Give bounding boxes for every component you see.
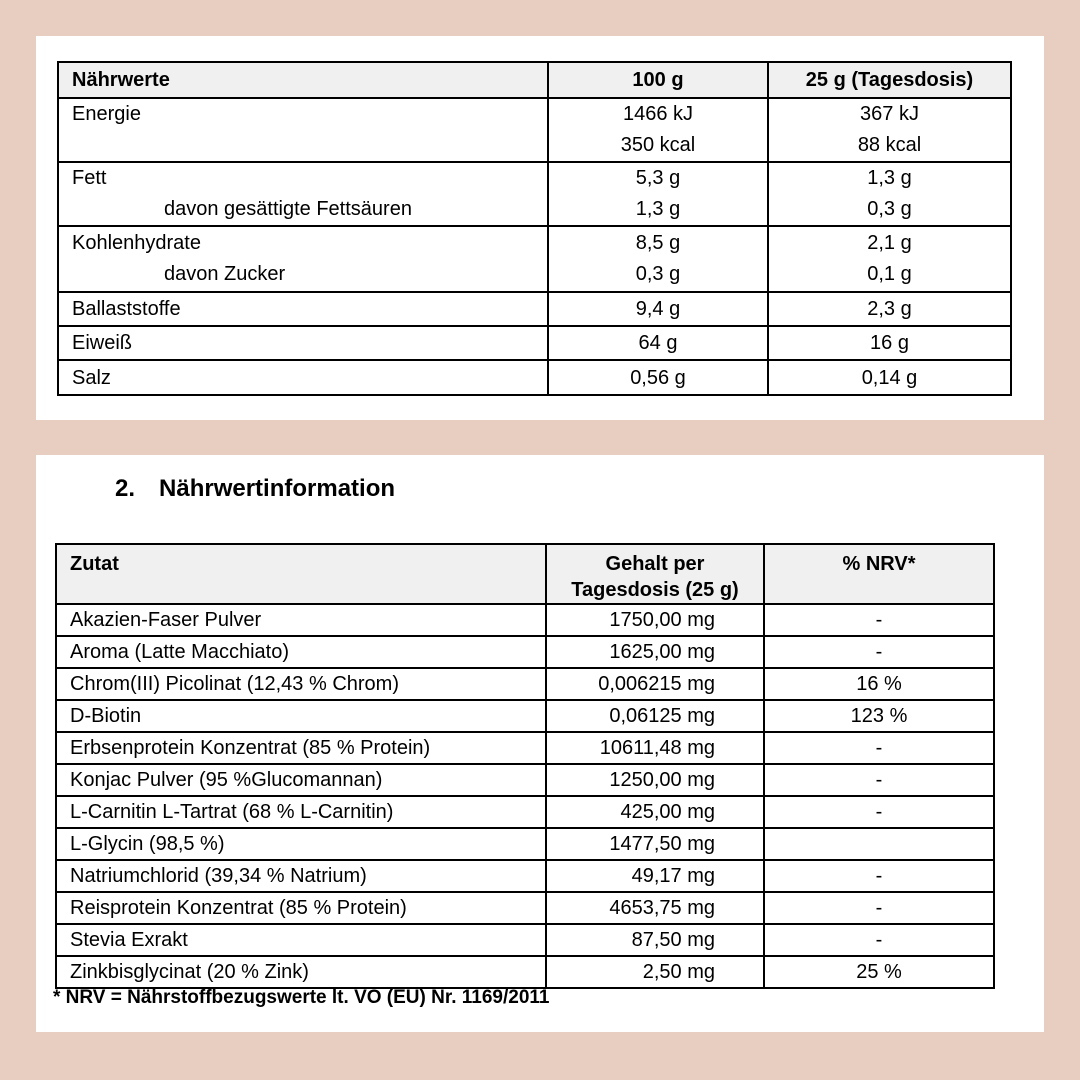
nutrition-facts-card [36,36,1044,420]
row-fett [58,162,1011,226]
row-eiweiss [58,326,1011,360]
cell-value-100g: 64 g [548,326,768,360]
cell-nrv: - [764,764,994,796]
col-header-naehrwerte: Nährwerte [58,62,548,98]
cell-label [58,162,548,226]
cell-label: Salz [58,360,548,395]
cell-ingredient-name: Akazien-Faser Pulver [56,604,546,636]
cell-amount: 425,00 mg [546,796,764,828]
cell-value-25g [768,226,1011,292]
cell-value-25g [768,98,1011,162]
section-title: Nährwertinformation [159,475,396,502]
cell-nrv: 25 % [764,956,994,988]
header-line: Gehalt per [605,553,705,575]
label-line: Kohlenhydrate [72,232,201,254]
ingredient-row [56,924,994,956]
cell-ingredient-name: L-Carnitin L-Tartrat (68 % L-Carnitin) [56,796,546,828]
cell-nrv: 16 % [764,668,994,700]
nrv-footnote: * NRV = Nährstoffbezugswerte lt. VO (EU) Nr. 1169/2011 [53,987,550,1008]
value-line: 0,3 g [867,198,912,220]
cell-amount: 2,50 mg [546,956,764,988]
row-salz [58,360,1011,395]
cell-amount: 1625,00 mg [546,636,764,668]
cell-amount: 87,50 mg [546,924,764,956]
cell-ingredient-name: Konjac Pulver (95 %Glucomannan) [56,764,546,796]
row-kohlenhydrate [58,226,1011,292]
cell-value-25g: 2,3 g [768,292,1011,326]
value-line: 0,3 g [635,263,681,285]
cell-nrv: - [764,604,994,636]
col-header-25g: 25 g (Tagesdosis) [768,62,1011,98]
value-line: 1,3 g [635,198,681,220]
cell-label [58,226,548,292]
cell-value-100g [548,162,768,226]
cell-nrv [764,828,994,860]
value-line: 8,5 g [635,232,681,254]
cell-ingredient-name: Reisprotein Konzentrat (85 % Protein) [56,892,546,924]
cell-ingredient-name: Erbsenprotein Konzentrat (85 % Protein) [56,732,546,764]
cell-ingredient-name: Natriumchlorid (39,34 % Natrium) [56,860,546,892]
ingredient-row [56,892,994,924]
nutrition-header-row [58,62,1011,98]
col-header-100g: 100 g [548,62,768,98]
cell-ingredient-name: D-Biotin [56,700,546,732]
ingredients-table [55,543,995,989]
cell-amount: 49,17 mg [546,860,764,892]
cell-label: Eiweiß [58,326,548,360]
ingredient-row [56,796,994,828]
value-line: 367 kJ [860,103,919,125]
cell-nrv: - [764,924,994,956]
cell-nrv: - [764,636,994,668]
cell-ingredient-name: Stevia Exrakt [56,924,546,956]
label-line: Energie [72,103,141,125]
value-line: 1,3 g [867,167,912,189]
ingredient-row [56,828,994,860]
ingredients-card [36,455,1044,1032]
value-line: 2,1 g [867,232,912,254]
ingredient-row [56,764,994,796]
cell-ingredient-name: L-Glycin (98,5 %) [56,828,546,860]
cell-amount: 0,06125 mg [546,700,764,732]
label-line: Fett [72,167,107,189]
cell-value-100g [548,98,768,162]
cell-value-25g [768,162,1011,226]
ingredient-row [56,956,994,988]
label-subline: davon gesättigte Fettsäuren [164,198,412,220]
cell-amount: 1250,00 mg [546,764,764,796]
label-subline [72,130,547,161]
col-header-gehalt [546,544,764,604]
cell-value-25g: 0,14 g [768,360,1011,395]
ingredient-row [56,860,994,892]
row-ballaststoffe [58,292,1011,326]
label-subline: davon Zucker [164,263,286,285]
value-line: 350 kcal [620,134,696,156]
cell-label [58,98,548,162]
cell-amount: 1477,50 mg [546,828,764,860]
cell-amount: 1750,00 mg [546,604,764,636]
header-line: Tagesdosis (25 g) [571,579,739,601]
cell-nrv: - [764,892,994,924]
section-heading [115,472,395,506]
ingredient-row [56,604,994,636]
cell-value-100g [548,226,768,292]
nutrition-facts-table [57,61,1012,396]
col-header-zutat: Zutat [56,544,546,604]
cell-nrv: - [764,732,994,764]
cell-nrv: - [764,796,994,828]
col-header-nrv: % NRV* [764,544,994,604]
ingredient-row [56,732,994,764]
cell-amount: 4653,75 mg [546,892,764,924]
cell-label: Ballaststoffe [58,292,548,326]
ingredient-row [56,700,994,732]
value-line: 0,1 g [867,263,912,285]
cell-value-100g: 0,56 g [548,360,768,395]
row-energie [58,98,1011,162]
ingredient-row [56,668,994,700]
cell-amount: 10611,48 mg [546,732,764,764]
ingredients-header-row [56,544,994,604]
cell-ingredient-name: Chrom(III) Picolinat (12,43 % Chrom) [56,668,546,700]
ingredient-row [56,636,994,668]
cell-nrv: - [764,860,994,892]
cell-ingredient-name: Aroma (Latte Macchiato) [56,636,546,668]
value-line: 88 kcal [857,134,922,156]
cell-amount: 0,006215 mg [546,668,764,700]
cell-value-100g: 9,4 g [548,292,768,326]
section-number: 2. [115,475,136,502]
value-line: 1466 kJ [622,103,694,125]
cell-value-25g: 16 g [768,326,1011,360]
value-line: 5,3 g [635,167,681,189]
cell-ingredient-name: Zinkbisglycinat (20 % Zink) [56,956,546,988]
cell-nrv: 123 % [764,700,994,732]
